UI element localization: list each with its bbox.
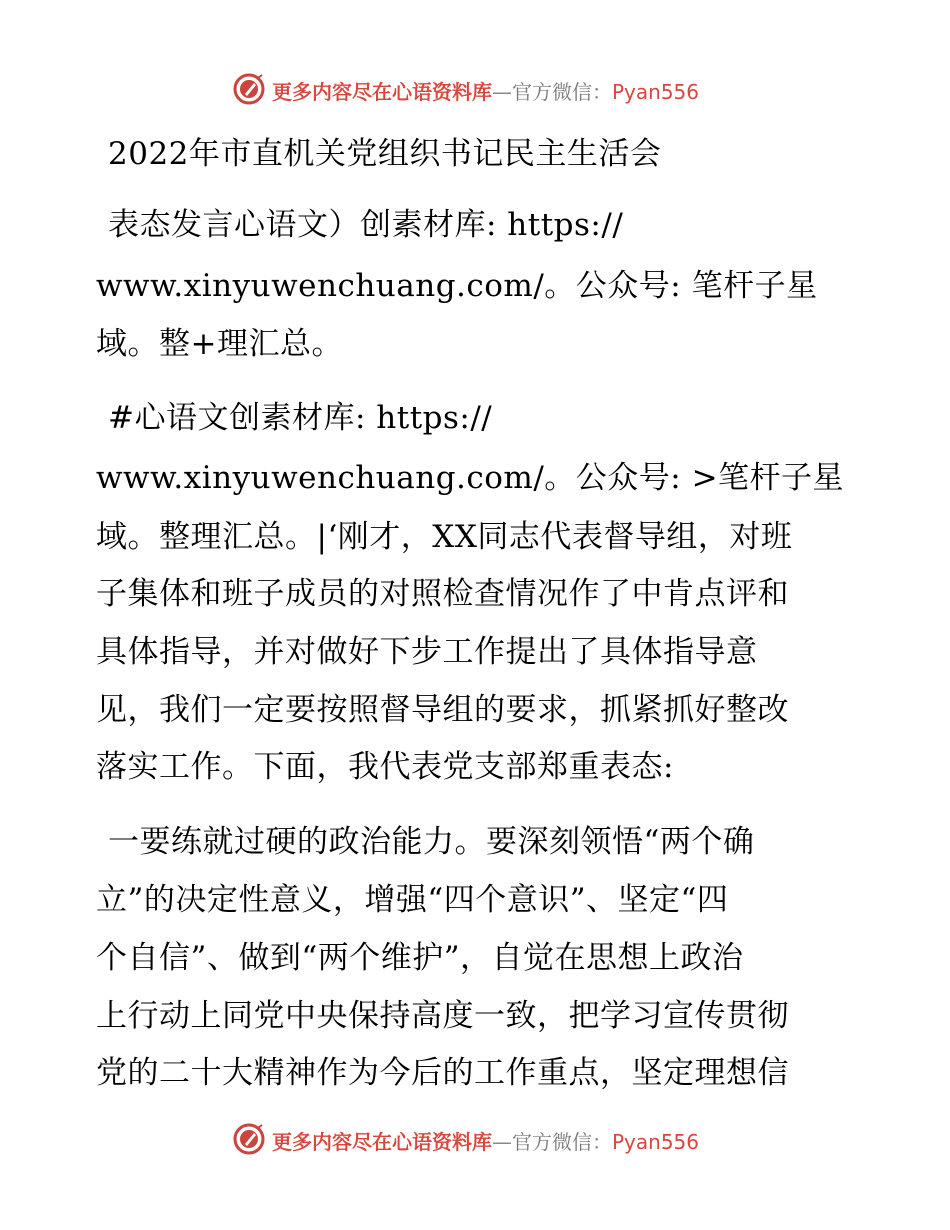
footer-banner	[0, 1120, 950, 1160]
document-line: 具体指导，并对做好下步工作提出了具体指导意	[96, 634, 758, 670]
banner-wechat-id: Pyan556	[612, 80, 700, 104]
document-line: www.xinyuwenchuang.com/。公众号: >笔杆子星	[96, 460, 845, 496]
document-line: www.xinyuwenchuang.com/。公众号: 笔杆子星	[96, 268, 818, 304]
banner-wechat-label: 官方微信：	[512, 80, 612, 104]
banner-dash: —	[492, 1130, 512, 1154]
document-line: #心语文创素材库: https://	[108, 400, 493, 436]
banner-dash: —	[492, 80, 512, 104]
document-line: 一要练就过硬的政治能力。要深刻领悟“两个确	[108, 824, 755, 860]
banner-title: 更多内容尽在心语资料库	[272, 80, 492, 104]
document-line: 子集体和班子成员的对照检查情况作了中肯点评和	[96, 576, 789, 612]
document-title: 2022年市直机关党组织书记民主生活会	[108, 136, 662, 172]
document-line: 个自信”、做到“两个维护”，自觉在思想上政治	[96, 940, 744, 976]
banner-wechat-label: 官方微信：	[512, 1130, 612, 1154]
header-banner	[0, 70, 950, 110]
document-line: 立”的决定性意义，增强“四个意识”、坚定“四	[96, 882, 729, 918]
document-line: 落实工作。下面，我代表党支部郑重表态:	[96, 749, 674, 785]
document-line: 域。整理汇总。|‘刚才，XX同志代表督导组，对班	[96, 519, 793, 555]
pen-seal-icon	[232, 72, 266, 106]
document-line: 党的二十大精神作为今后的工作重点，坚定理想信	[96, 1055, 789, 1091]
document-line: 域。整+理汇总。	[96, 326, 343, 362]
banner-wechat-id: Pyan556	[612, 1130, 700, 1154]
document-line: 上行动上同党中央保持高度一致，把学习宣传贯彻	[96, 998, 789, 1034]
document-line: 见，我们一定要按照督导组的要求，抓紧抓好整改	[96, 692, 789, 728]
banner-title: 更多内容尽在心语资料库	[272, 1130, 492, 1154]
document-line: 表态发言心语文）创素材库: https://	[108, 207, 624, 243]
pen-seal-icon	[232, 1122, 266, 1156]
